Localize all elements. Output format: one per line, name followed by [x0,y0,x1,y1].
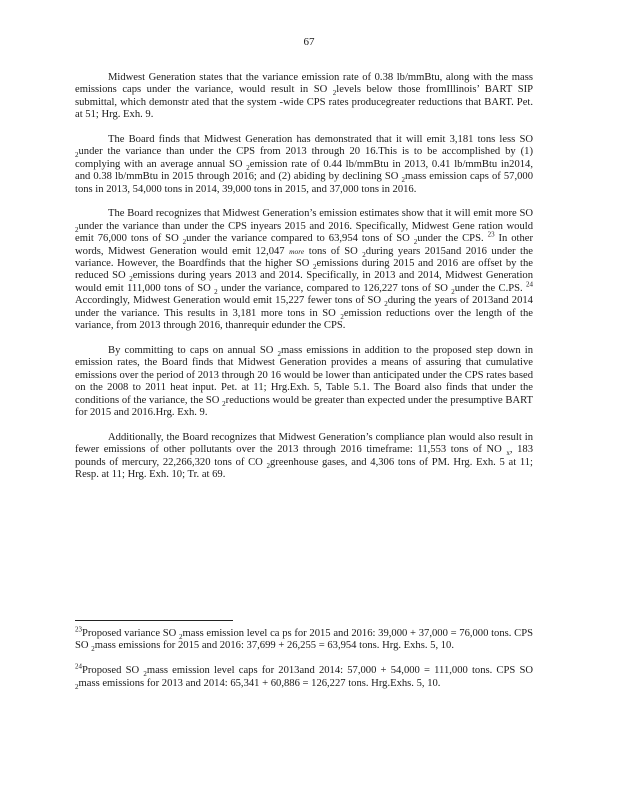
subscript: 2 [143,670,147,679]
footnotes [75,625,533,702]
subscript: 2 [222,399,226,408]
text-run: emissions during 2015 and 2016 are offset by the reduced SO [75,258,533,282]
text-run: mass emissions in addition to the proposed step down in emission rates, the Board finds that Midwest Generation provides a means of assuring that cumulative emissions over the period of 2013 through 20 16 would be lower than anticipated under the CPS rates based on the 2008 to 2011 heat input. Pet. at 11; Hrg.Exh. 5, Table 5.1. The Board also finds that under the conditions of the variance, the SO [75,344,534,406]
subscript: 2 [75,151,79,160]
subscript: 2 [451,287,455,296]
text-run: mass emission level ca ps for 2015 and 2016: 39,000 + 37,000 = 76,000 tons. CPS SO [75,628,533,652]
text-run: Additionally, the Board recognizes that Midwest Generation’s compliance plan would also result in fewer emissions of other pollutants over the 2013 through 2016 timeframe: 11,553 tons of NO [75,431,533,456]
text-run: By committing to caps on annual SO [108,344,278,356]
text-run: In other words, Midwest Generation would emit 12,047 [75,233,534,257]
footnote-marker: 24 [75,662,82,671]
text-run: Proposed variance SO [82,628,179,639]
text-run: mass emission caps of 57,000 tons in 2013, 54,000 tons in 2014, 39,000 tons in 2015, and 37,000 tons in 2016. [75,171,534,195]
text-run: tons of SO [304,245,363,257]
subscript: 2 [179,633,183,642]
subscript: 2 [75,225,79,234]
text-run: mass emission level caps for 2013and 2014: 57,000 + 54,000 = 111,000 tons. CPS SO [146,665,533,677]
subscript: 2 [246,163,250,172]
text-run: Accordingly, Midwest Generation would emit 15,227 fewer tons of SO [75,295,385,307]
subscript: 2 [277,350,282,358]
subscript: 2 [214,287,218,296]
text-run: under the variance, compared to 126,227 tons of SO [217,282,452,294]
text-run: The Board recognizes that Midwest Generation’s emission estimates show that it will emit more SO [108,208,533,220]
text-run: Proposed SO [82,665,144,677]
footnote-marker: 24 [526,280,534,289]
footnote-divider [75,620,233,621]
text-run: under the CPS. [417,233,488,245]
subscript: 2 [362,250,366,259]
subscript: 2 [266,461,271,470]
subscript: 2 [75,682,79,691]
text-run: emission rate of 0.44 lb/mmBtu in 2013, 0.41 lb/mmBtu in2014, and 0.38 lb/mmBtu in 2015 through 2016; and (2) abiding by declining SO [75,158,533,183]
body-text [75,72,533,494]
text-run: Midwest Generation states that the variance emission rate of 0.38 lb/mmBtu, along with the mass emissions caps under the variance, would result in SO [75,72,533,96]
text-run: under the C.PS. [454,282,527,294]
paragraph [75,208,533,332]
text-run: during the years of 2013and 2014 under the variance. This results in 3,181 more tons in SO [75,295,533,319]
subscript: 2 [313,263,317,272]
text-run: emissions during years 2013 and 2014. Specifically, in 2013 and 2014, Midwest Generation would emit 111,000 tons of SO [75,270,533,294]
subscript: 2 [340,312,344,321]
text-run: reductions would be greater than expected under the presumptive BART for 2015 and 2016.Hrg. Exh. 9. [75,394,533,418]
subscript: 2 [401,176,405,185]
text-run: mass emissions for 2013 and 2014: 65,341 + 60,886 = 126,227 tons. Hrg.Exhs. 5, 10. [78,677,441,689]
text-run: under the variance than under the CPS inyears 2015 and 2016. Specifically, Midwest Gene ration would emit 76,000 tons of SO [75,220,533,245]
page-number: 67 [303,36,315,48]
subscript: 2 [182,238,187,247]
subscript: 2 [129,275,133,284]
text-run: under the variance than under the CPS from 2013 through 20 16.This is to be accomplished by (1) complying with an average annual SO [75,146,533,170]
paragraph [75,432,533,482]
subscript: 2 [413,238,418,247]
paragraph [75,72,533,122]
text-run: during years 2015and 2016 under the variance. However, the Boardfinds that the higher SO [75,245,533,270]
paragraph [75,345,533,419]
text-run: emission reductions over the length of the variance, from 2013 through 2016, thanrequir edunder the CPS. [75,307,533,332]
text-run: levels below those fromIllinois’ BART SIP submittal, which demonstr ated that the system -wide CPS rates producegreater reductions that BART. Pet. at 51; Hrg. Exh. 9. [75,84,534,121]
subscript: 2 [332,89,337,98]
text-run: greenhouse gases, and 4,306 tons of PM. Hrg. Exh. 5 at 11; Resp. at 11; Hrg. Exh. 10; Tr. at 69. [75,456,533,480]
subscript: 2 [384,300,388,309]
footnote [75,662,533,691]
text-run: The Board finds that Midwest Generation has demonstrated that it will emit 3,181 tons less SO [108,134,533,146]
text-run: , 183 pounds of mercury, 22,266,320 tons of CO [75,444,533,468]
text-run: mass emissions for 2015 and 2016: 37,699 + 26,255 = 63,954 tons. Hrg. Exhs. 5, 10. [94,640,454,652]
paragraph [75,134,533,196]
footnote-marker: 23 [75,625,82,634]
subscript: x [506,449,510,458]
text-run: under the variance compared to 63,954 tons of SO [186,233,414,245]
footnote [75,625,533,654]
subscript: 2 [91,645,95,654]
footnote-marker: 23 [487,230,495,239]
inline-note: more [289,246,305,256]
